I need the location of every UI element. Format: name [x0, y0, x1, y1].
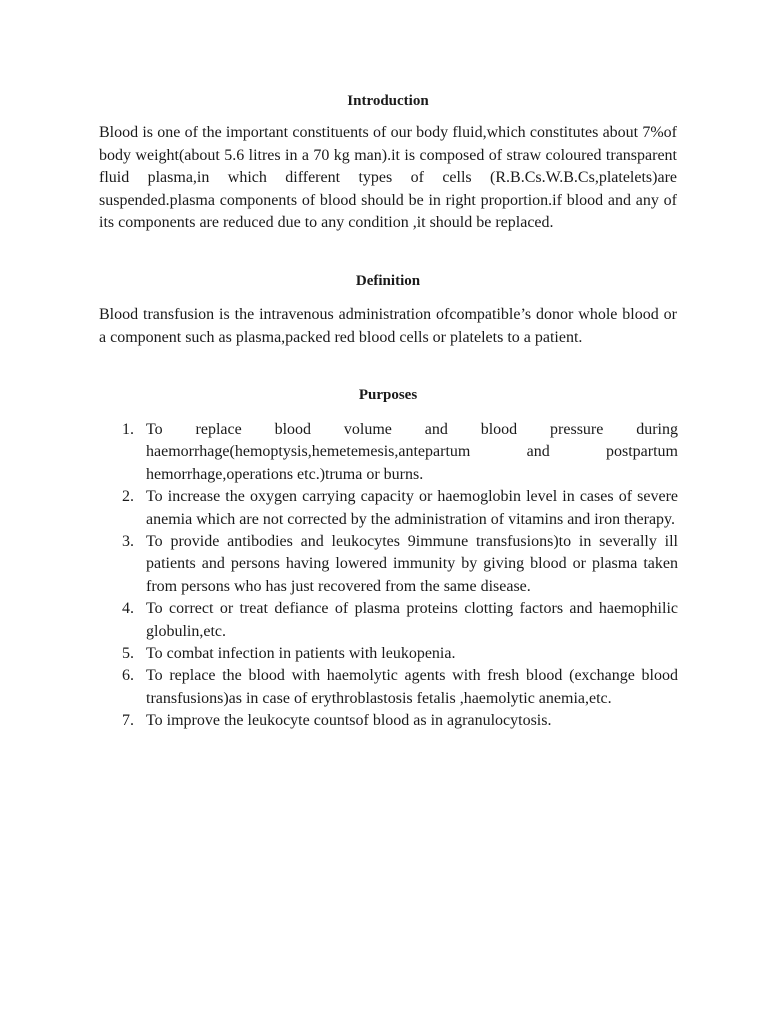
purpose-item-5 — [122, 643, 678, 665]
introduction-heading: Introduction — [347, 93, 429, 109]
purpose-number: 4. — [122, 600, 134, 618]
purpose-text: To replace the blood with haemolytic agents with fresh blood (exchange blood transfusions)as in case of erythroblastosis fetalis ,haemolytic anemia,etc. — [146, 667, 678, 707]
purpose-text: To improve the leukocyte countsof blood as in agranulocytosis. — [146, 712, 552, 730]
purpose-number: 2. — [122, 488, 134, 506]
definition-paragraph: Blood transfusion is the intravenous administration ofcompatible’s donor whole blood or a component such as plasma,packed red blood cells or platelets to a patient. — [99, 306, 677, 346]
purpose-item-3 — [122, 531, 678, 598]
purpose-text: To increase the oxygen carrying capacity or haemoglobin level in cases of severe anemia which are not corrected by the administration of vitamins and iron therapy. — [146, 488, 678, 528]
purpose-number: 5. — [122, 645, 134, 663]
purpose-text: To replace blood volume and blood pressure during haemorrhage(hemoptysis,hemetemesis,antepartum and postpartum hemorrhage,operations etc.)truma or burns. — [146, 421, 678, 483]
purpose-item-7 — [122, 710, 678, 732]
purposes-list — [122, 419, 678, 733]
purpose-item-4 — [122, 598, 678, 643]
purpose-item-1 — [122, 419, 678, 486]
purpose-text: To combat infection in patients with leukopenia. — [146, 645, 456, 663]
definition-heading: Definition — [355, 273, 421, 289]
purpose-text: To provide antibodies and leukocytes 9immune transfusions)to in severally ill patients and persons having lowered immunity by giving blood or plasma taken from persons who has just recovered from the same disease. — [146, 533, 678, 595]
purpose-item-6 — [122, 665, 678, 710]
purpose-text: To correct or treat defiance of plasma proteins clotting factors and haemophilic globulin,etc. — [146, 600, 678, 640]
purpose-number: 1. — [122, 421, 134, 438]
purposes-heading: Purposes — [358, 387, 418, 403]
introduction-paragraph: Blood is one of the important constituents of our body fluid,which constitutes about 7%of body weight(about 5.6 litres in a 70 kg man).it is composed of straw coloured transparent fluid plasma,in which different types of cells (R.B.Cs.W.B.Cs,platelets)are suspended.plasma components of blood should be in right proportion.if blood and any of its components are reduced due to any condition ,it should be replaced. — [99, 124, 677, 232]
purpose-number: 3. — [122, 533, 134, 551]
purpose-number: 7. — [122, 712, 134, 730]
purpose-number: 6. — [122, 667, 134, 685]
purpose-item-2 — [122, 486, 678, 531]
